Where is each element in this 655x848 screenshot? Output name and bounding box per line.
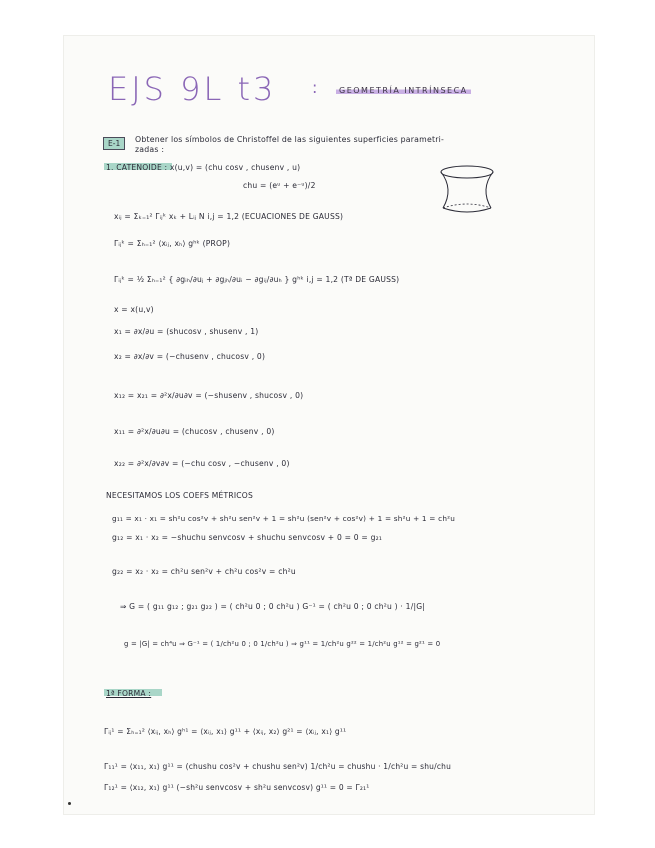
line-inverse-g: g = |G| = ch⁴u ⇒ G⁻¹ = ( 1/ch²u 0 ; 0 1/ch²u ) ⇒ g¹¹ = 1/ch²u g²² = 1/ch²u g¹² = g²¹ = 0 (124, 640, 441, 648)
line-chu-definition: chu = (eᵘ + e⁻ᵘ)/2 (243, 181, 316, 190)
page-subtitle: GEOMETRÍA INTRÍNSECA (336, 86, 471, 95)
catenoid-sketch-icon (436, 164, 498, 214)
line-gamma-121: Γ₁₂¹ = ⟨x₁₂, x₁⟩ g¹¹ (−sh²u senvcosv + sh²u senvcosv) g¹¹ = 0 = Γ₂₁¹ (104, 783, 370, 792)
line-x11: x₁₁ = ∂²x/∂u∂u = (chucosv , chusenv , 0) (114, 427, 275, 436)
line-matrix-g: ⇒ G = ( g₁₁ g₁₂ ; g₂₁ g₂₂ ) = ( ch²u 0 ; 0 ch²u ) G⁻¹ = ( ch²u 0 ; 0 ch²u ) · 1/|G| (120, 602, 426, 611)
line-catenoid-param: 1. CATENOIDE : x(u,v) = (chu cosv , chusenv , u) (106, 163, 301, 172)
line-gauss-equations: xᵢⱼ = Σₖ₌₁² Γᵢⱼᵏ xₖ + Lᵢⱼ N i,j = 1,2 (ECUACIONES DE GAUSS) (114, 212, 344, 221)
line-g11: g₁₁ = x₁ · x₁ = sh²u cos²v + sh²u sen²v + 1 = sh²u (sen²v + cos²v) + 1 = sh²u + 1 = ch²u (112, 514, 456, 523)
line-metric-heading: NECESITAMOS LOS COEFS MÉTRICOS (106, 491, 253, 500)
line-x-param: x = x(u,v) (114, 305, 154, 314)
line-g12: g₁₂ = x₁ · x₂ = −shuchu senvcosv + shuchu senvcosv + 0 = 0 = g₂₁ (112, 533, 383, 542)
exercise-statement-line-1: Obtener los símbolos de Christoffel de las siguientes superficies parametri- (135, 135, 444, 144)
line-x1: x₁ = ∂x/∂u = (shucosv , shusenv , 1) (114, 327, 259, 336)
page-title: EJS 9L t3 (108, 70, 277, 108)
exercise-statement-line-2: zadas : (135, 145, 165, 154)
line-christoffel-theorem: Γᵢⱼᵏ = ½ Σₕ₌₁² { ∂gᵢₕ/∂uⱼ + ∂gⱼₕ/∂uᵢ − ∂gᵢⱼ/∂uₕ } gʰᵏ i,j = 1,2 (Tª DE GAUSS) (114, 275, 400, 284)
page-dot (68, 802, 71, 805)
line-christoffel-prop: Γᵢⱼᵏ = Σₕ₌₁² ⟨xᵢⱼ, xₕ⟩ gʰᵏ (PROP) (114, 239, 231, 248)
line-gamma-ij1: Γᵢⱼ¹ = Σₕ₌₁² ⟨xᵢⱼ, xₕ⟩ gʰ¹ = ⟨xᵢⱼ, x₁⟩ g¹¹ + ⟨xᵢⱼ, x₂⟩ g²¹ = ⟨xᵢⱼ, x₁⟩ g¹¹ (104, 727, 347, 736)
line-g22: g₂₂ = x₂ · x₂ = ch²u sen²v + ch²u cos²v = ch²u (112, 567, 296, 576)
line-x22: x₂₂ = ∂²x/∂v∂v = (−chu cosv , −chusenv , 0) (114, 459, 290, 468)
title-colon: : (312, 78, 318, 97)
line-x12: x₁₂ = x₂₁ = ∂²x/∂u∂v = (−shusenv , shucosv , 0) (114, 391, 304, 400)
line-x2: x₂ = ∂x/∂v = (−chusenv , chucosv , 0) (114, 352, 266, 361)
line-primera-forma: 1ª FORMA : (106, 689, 152, 698)
exercise-label: E-1 (103, 137, 125, 150)
line-gamma-111: Γ₁₁¹ = ⟨x₁₁, x₁⟩ g¹¹ = (chushu cos²v + chushu sen²v) 1/ch²u = chushu · 1/ch²u = shu/chu (104, 762, 452, 771)
